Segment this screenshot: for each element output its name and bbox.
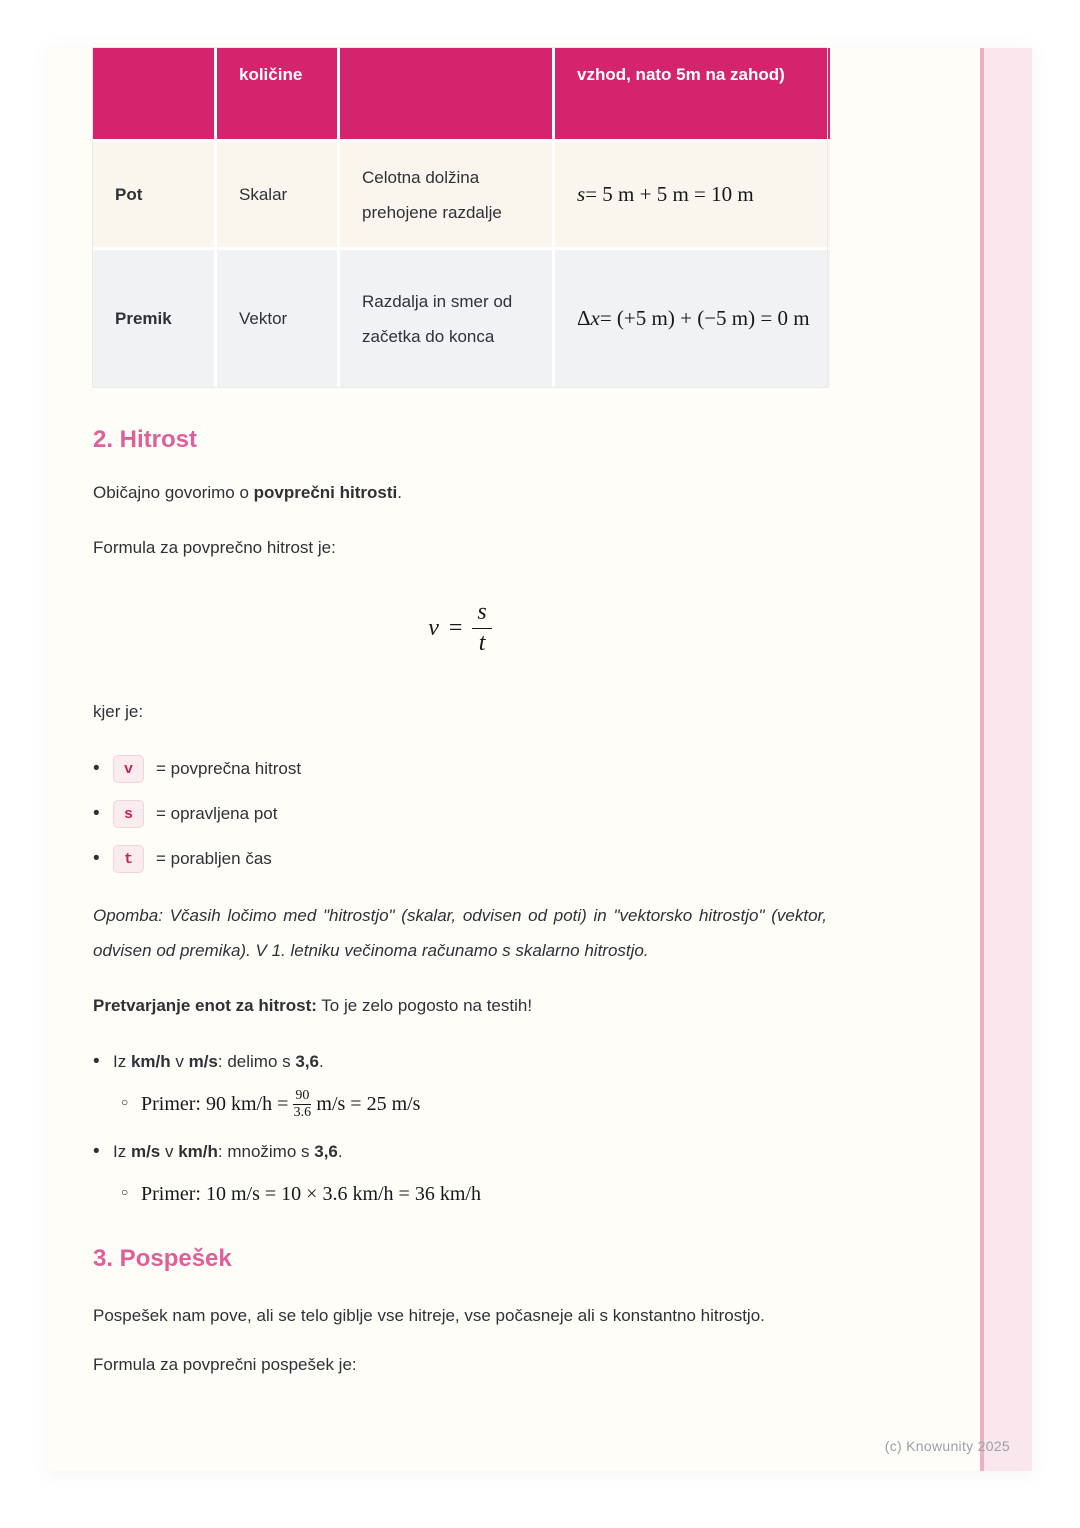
table-header-cell (340, 48, 552, 139)
note-paragraph: Opomba: Včasih ločimo med "hitrostjo" (skalar, odvisen od poti) in "vektorsko hitrostjo" (vektor, odvisen od premika). V 1. letniku večinoma računamo s skalarno hitrostjo. (93, 906, 827, 960)
copyright-footer: (c) Knowunity 2025 (884, 1438, 1010, 1454)
table-cell-name: Premik (93, 250, 214, 387)
table-cell-kind: Skalar (217, 142, 337, 247)
quantities-table (93, 48, 827, 387)
paragraph: Formula za povprečni pospešek je: (93, 1355, 357, 1374)
table-header-cell (93, 48, 214, 139)
table-header-cell: vzhod, nato 5m na zahod) (555, 48, 830, 139)
bullet-icon (93, 848, 113, 870)
table-cell-formula: Δ x = (+5 m) + (−5 m) = 0 m (555, 250, 830, 387)
document-page (48, 48, 1032, 1471)
bullet-icon (93, 1050, 113, 1074)
paragraph: Formula za povprečno hitrost je: (93, 538, 336, 557)
paragraph: Običajno govorimo o povprečni hitrosti. (93, 483, 402, 502)
list-item: • s = opravljena pot (93, 799, 827, 829)
table-cell-desc: Celotna dolžina prehojene razdalje (340, 142, 552, 247)
velocity-formula: v = $\frac{s}{t}$ (93, 596, 827, 660)
code-chip: v (113, 755, 144, 783)
table-cell-desc: Razdalja in smer od začetka do konca (340, 250, 552, 387)
list-item: • Iz km/h v m/s: delimo s 3,6. ○ Primer: 90 km/h = $\frac{90}{3.6}$ m/s = 25 m/s (93, 1050, 827, 1122)
variable-list (93, 754, 827, 874)
table-cell-kind: Vektor (217, 250, 337, 387)
list-item: • v = povprečna hitrost (93, 754, 827, 784)
paragraph: Pretvarjanje enot za hitrost: To je zelo pogosto na testih! (93, 996, 533, 1015)
bullet-icon (93, 1140, 113, 1164)
list-item: • t = porabljen čas (93, 844, 827, 874)
table-header-cell: količine (217, 48, 337, 139)
sub-bullet-icon (121, 1176, 141, 1212)
bullet-icon (93, 758, 113, 780)
section-heading-pospesek: 3. Pospešek (93, 1245, 232, 1272)
bullet-icon (93, 803, 113, 825)
paragraph: kjer je: (93, 702, 144, 721)
example-line: ○ Primer: 90 km/h = $\frac{90}{3.6}$ m/s = 25 m/s (121, 1086, 827, 1122)
code-chip: s (113, 800, 144, 828)
table-cell-name: Pot (93, 142, 214, 247)
example-line: ○ Primer: 10 m/s = 10 × 3.6 km/h = 36 km/h (121, 1176, 827, 1212)
section-heading-hitrost: 2. Hitrost (93, 426, 198, 453)
paragraph: Pospešek nam pove, ali se telo giblje vse hitreje, vse počasneje ali s konstantno hitrostjo. (93, 1306, 765, 1325)
table-cell-formula: s = 5 m + 5 m = 10 m (555, 142, 830, 247)
sub-bullet-icon (121, 1086, 141, 1122)
page-content (93, 48, 827, 1377)
code-chip: t (113, 845, 144, 873)
conversion-list (93, 1050, 827, 1212)
list-item: • Iz m/s v km/h: množimo s 3,6. ○ Primer: 10 m/s = 10 × 3.6 km/h = 36 km/h (93, 1140, 827, 1212)
page-accent-strip (980, 48, 1032, 1471)
